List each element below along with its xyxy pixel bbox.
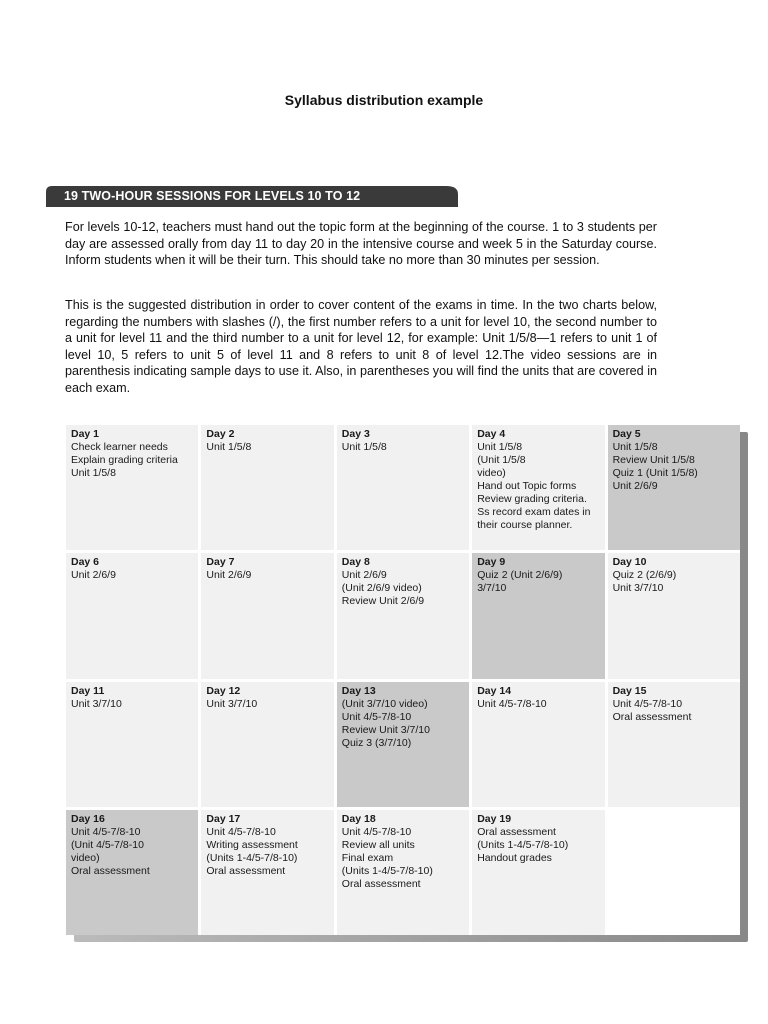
day-label: Day 11: [71, 684, 105, 697]
day-cell: [472, 425, 604, 550]
day-entry: Quiz 1 (Unit 1/5/8): [612, 467, 698, 479]
day-cell: [201, 810, 333, 935]
day-entry: Unit 1/5/8: [206, 441, 252, 453]
day-entry: Unit 4/5-7/8-10: [612, 697, 683, 710]
day-entry: Unit 3/7/10: [612, 582, 664, 595]
day-entry: (Units 1-4/5-7/8-10): [477, 838, 569, 851]
day-cell: [66, 425, 198, 550]
day-entry: Ss record exam dates in: [477, 506, 591, 518]
day-entry: Check learner needs: [71, 441, 168, 453]
distribution-paragraph: This is the suggested distribution in order to cover content of the exams in time. In the two charts below, regarding the numbers with slashes (/), the first number refers to a unit for level 10, the second number to a unit for level 11 and the third number to a unit for level 12, for example: Unit 1/5/8—1 refers to unit 1 of level 10, 5 refers to unit 5 of level 11 and 8 refers to unit 8 of level 12.The video sessions are in parenthesis indicating sample days to use it. Also, in parentheses you will find the units that are covered in each exam.: [65, 298, 657, 395]
day-entry: Oral assessment: [341, 877, 421, 890]
day-label: Day 15: [612, 684, 647, 697]
day-cell: [608, 553, 740, 678]
day-cell: [472, 553, 604, 678]
day-entry: Unit 4/5-7/8-10: [477, 697, 547, 710]
day-cell: [201, 425, 333, 550]
day-entry: Final exam: [341, 851, 394, 864]
day-entry: (Units 1-4/5-7/8-10): [341, 864, 433, 877]
day-cell: [66, 682, 198, 807]
day-cell: [201, 553, 333, 678]
day-entry: Quiz 2 (Unit 2/6/9): [477, 569, 563, 582]
day-entry: Review Unit 1/5/8: [612, 454, 695, 466]
day-cell: [337, 810, 469, 935]
day-cell: [337, 553, 469, 678]
day-label: Day 14: [477, 684, 512, 697]
day-label: Day 3: [341, 428, 370, 440]
section-header: [46, 186, 458, 207]
day-entry: Unit 4/5-7/8-10: [341, 825, 412, 838]
schedule-grid: [66, 425, 740, 935]
intro-paragraph: For levels 10-12, teachers must hand out the topic form at the beginning of the course. 1 to 3 students per day are assessed orally from day 11 to day 20 in the intensive course and week 5 in the Saturday course. Inform students when it will be their turn. This should take no more than 30 minutes per session.: [65, 220, 657, 267]
day-entry: (Units 1-4/5-7/8-10): [206, 851, 298, 864]
day-cell: [337, 682, 469, 807]
day-entry: Unit 2/6/9: [341, 569, 387, 582]
day-entry: Unit 1/5/8: [341, 441, 387, 453]
day-label: Day 7: [206, 556, 235, 569]
day-entry: Quiz 2 (2/6/9): [612, 569, 677, 582]
day-label: Day 5: [612, 428, 641, 440]
day-label: Day 4: [477, 428, 506, 440]
day-entry: Unit 4/5-7/8-10: [341, 710, 412, 723]
day-entry: Oral assessment: [477, 825, 556, 838]
day-entry: (Unit 3/7/10 video): [341, 697, 428, 710]
day-entry: Oral assessment: [206, 864, 286, 877]
day-entry: Unit 2/6/9: [71, 569, 116, 582]
day-entry: Unit 1/5/8: [71, 467, 116, 479]
day-entry: Review Unit 3/7/10: [341, 723, 430, 736]
day-entry: Explain grading criteria: [71, 454, 178, 466]
day-label: Day 1: [71, 428, 100, 440]
day-cell: [472, 810, 604, 935]
day-entry: Unit 3/7/10: [206, 697, 258, 710]
empty-cell: [608, 810, 740, 935]
day-entry: (Unit 1/5/8: [477, 454, 526, 466]
day-label: Day 13: [341, 684, 376, 697]
day-entry: Review grading criteria.: [477, 493, 587, 505]
page-title: Syllabus distribution example: [284, 92, 484, 108]
day-entry: 3/7/10: [477, 582, 507, 595]
day-entry: Unit 4/5-7/8-10: [71, 825, 141, 838]
day-entry: Unit 2/6/9: [612, 480, 658, 492]
day-entry: Unit 1/5/8: [612, 441, 658, 453]
day-cell: [472, 682, 604, 807]
day-entry: Oral assessment: [612, 710, 692, 723]
day-label: Day 16: [71, 812, 105, 825]
day-entry: (Unit 4/5-7/8-10: [71, 838, 144, 851]
day-label: Day 10: [612, 556, 647, 569]
day-entry: Quiz 3 (3/7/10): [341, 736, 412, 749]
day-cell: [66, 810, 198, 935]
day-label: Day 2: [206, 428, 235, 440]
day-entry: Unit 3/7/10: [71, 697, 122, 710]
day-entry: Unit 1/5/8: [477, 441, 523, 453]
day-cell: [66, 553, 198, 678]
day-label: Day 8: [341, 556, 370, 569]
day-label: Day 18: [341, 812, 376, 825]
day-entry: video): [477, 467, 506, 479]
day-entry: Review Unit 2/6/9: [341, 595, 425, 608]
day-entry: Unit 4/5-7/8-10: [206, 825, 276, 838]
day-cell: [608, 682, 740, 807]
day-label: Day 12: [206, 684, 241, 697]
day-entry: Writing assessment: [206, 838, 298, 851]
day-label: Day 9: [477, 556, 506, 569]
section-header-text: 19 TWO-HOUR SESSIONS FOR LEVELS 10 TO 12: [64, 189, 361, 203]
day-entry: Handout grades: [477, 851, 552, 864]
day-label: Day 6: [71, 556, 100, 569]
day-cell: [201, 682, 333, 807]
day-entry: their course planner.: [477, 519, 573, 531]
day-entry: Review all units: [341, 838, 415, 851]
day-entry: video): [71, 851, 100, 864]
day-cell: [608, 425, 740, 550]
day-entry: (Unit 2/6/9 video): [341, 582, 422, 595]
day-label: Day 17: [206, 812, 241, 825]
day-label: Day 19: [477, 812, 512, 825]
day-cell: [337, 425, 469, 550]
day-entry: Oral assessment: [71, 864, 150, 877]
day-entry: Unit 2/6/9: [206, 569, 252, 582]
day-entry: Hand out Topic forms: [477, 480, 577, 492]
